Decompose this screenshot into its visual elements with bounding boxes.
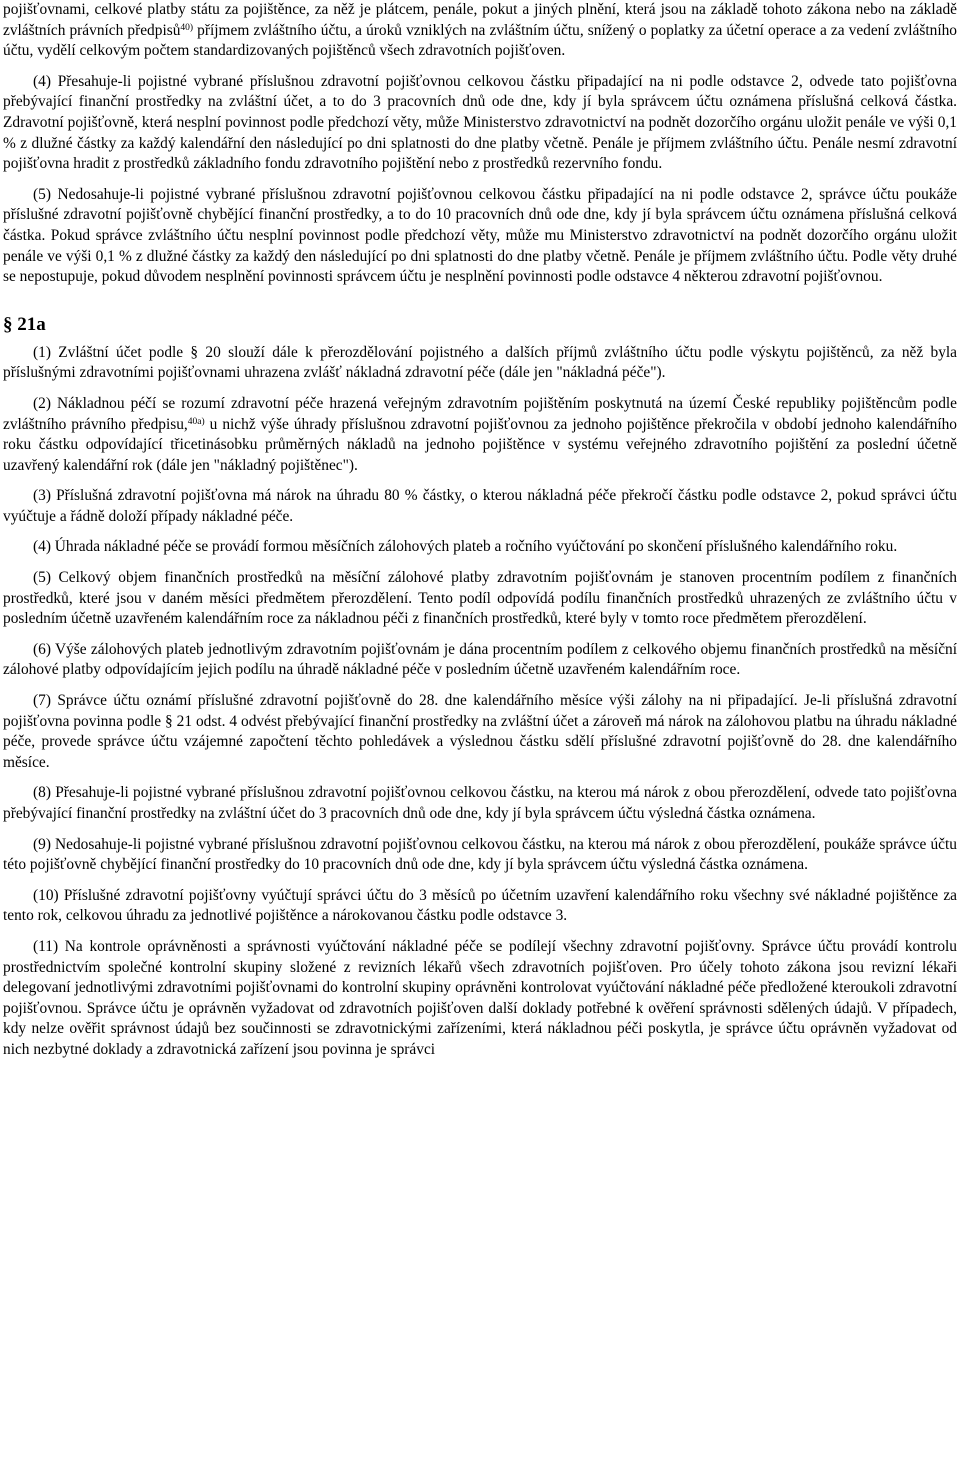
section-21a-paragraph-6: (6) Výše zálohových plateb jednotlivým zdravotním pojišťovnám je dána procentním podílem z celkového objemu finančních prostředků na měsíční zálohové platby odpovídajícím jejich podílu na úhradě nákladné péče v posledním účetně uzavřeném kalendářním roce. bbox=[3, 640, 957, 679]
paragraph-text: pojišťovnami, celkové platby státu za pojištěnce, za něž je plátcem, penále, pokut a jiných plnění, která jsou na základě tohoto zákona nebo na základě zvláštních právních předpisů bbox=[3, 1, 957, 39]
section-21a-paragraph-1: (1) Zvláštní účet podle § 20 slouží dále k přerozdělování pojistného a dalších příjmů zvláštního účtu podle výskytu pojištěnců, za něž byla příslušnými zdravotními pojišťovnami uhrazena zvlášť nákladná zdravotní péče (dále jen "nákladná péče"). bbox=[3, 343, 957, 382]
footnote-ref[interactable]: 40a) bbox=[187, 416, 205, 427]
section-21a-paragraph-5: (5) Celkový objem finančních prostředků na měsíční zálohové platby zdravotním pojišťovnám je stanoven procentním podílem z finančních prostředků, které jsou v daném měsíci předmětem přerozdělení. Tento podíl odpovídá podílu finančních prostředků uhrazených ze zvláštního účtu v posledním účetně uzavřeném kalendářním roce za nákladnou péči z finančních prostředků, které byly v tomto roce předmětem přerozdělení. bbox=[3, 569, 957, 628]
section-21a-paragraph-3: (3) Příslušná zdravotní pojišťovna má nárok na úhradu 80 % částky, o kterou nákladná péče překročí částku podle odstavce 2, pokud správci účtu vyúčtuje a řádně doloží případy nákladné péče. bbox=[3, 487, 957, 525]
section-21a-paragraph-11: (11) Na kontrole oprávněnosti a správnosti vyúčtování nákladné péče se podílejí všechny zdravotní pojišťovny. Správce účtu provádí kontrolu prostřednictvím společné kontrolní skupiny složené z revizních lékařů všech zdravotních pojišťoven. Pro účely tohoto zákona jsou revizní lékaři delegovaní jednotlivými zdravotními pojišťovnami do kontrolní skupiny oprávněni kontrolovat vyúčtování nákladné péče předložené kteroukoli zdravotní pojišťovnou. Správce účtu je oprávněn vyžadovat od zdravotních pojišťoven další doklady potřebné k ověření správnosti sdělených údajů. V případech, kdy nelze ověřit správnost údajů bez součinnosti se zdravotnickými zařízeními, která nákladnou péči poskytla, je správce účtu oprávněn vyžadovat od nich nezbytné doklady a zdravotnická zařízení jsou povinna je správci bbox=[3, 937, 957, 1058]
section-21a-paragraph-2 bbox=[3, 394, 957, 476]
paragraph-continued bbox=[3, 0, 957, 62]
footnote-ref[interactable]: 40) bbox=[180, 22, 194, 33]
paragraph-5: (5) Nedosahuje-li pojistné vybrané příslušnou zdravotní pojišťovnou celkovou částku připadající na ni podle odstavce 2, správce účtu poukáže příslušné zdravotní pojišťovně chybějící finanční prostředky, a to do 10 pracovních dnů ode dne, kdy jí byla správcem účtu oznámena příslušná celková částka. Pokud správce zvláštního účtu nesplní povinnost podle předchozí věty, může mu Ministerstvo zdravotnictví na podnět dozorčího orgánu uložit penále ve výši 0,1 % z dlužné částky za každý den následující po dni splatnosti do dne platby včetně. Penále je příjmem zvláštního účtu. Podle věty druhé se nepostupuje, pokud důvodem nesplnění povinnosti správcem účtu je nesplnění povinnosti podle odstavce 4 některou zdravotní pojišťovnou. bbox=[3, 185, 957, 286]
paragraph-text: u nichž výše úhrady příslušnou zdravotní pojišťovnou za jednoho pojištěnce překročila v období jednoho kalendářního roku částku odpovídající třicetinásobku průměrných nákladů na jednoho pojištěnce v systému veřejného zdravotního pojištění za poslední účetně uzavřený kalendářní rok (dále jen "nákladný pojištěnec"). bbox=[3, 415, 957, 474]
paragraph-text: (2) Nákladnou péčí se rozumí zdravotní péče hrazená veřejným zdravotním pojištěním poskytnutá na území České republiky pojištěncům podle zvláštního právního předpisu, bbox=[3, 394, 957, 433]
paragraph-4: (4) Přesahuje-li pojistné vybrané příslušnou zdravotní pojišťovnou celkovou částku připadající na ni podle odstavce 2, odvede tato pojišťovna přebývající finanční prostředky na zvláštní účet, a to do 3 pracovních dnů ode dne, kdy jí byla správcem účtu oznámena příslušná celková částka. Zdravotní pojišťovně, která nesplní povinnost podle předchozí věty, může Ministerstvo zdravotnictví na podnět dozorčího orgánu uložit penále ve výši 0,1 % z dlužné částky za každý kalendářní den následující po dni splatnosti do dne platby včetně. Penále je příjmem zvláštního účtu. Penále nesmí zdravotní pojišťovna hradit z prostředků základního fondu zdravotního pojištění nebo z prostředků rezervního fondu. bbox=[3, 72, 957, 173]
section-21a-paragraph-4: (4) Úhrada nákladné péče se provádí formou měsíčních zálohových plateb a ročního vyúčtování po skončení příslušného kalendářního roku. bbox=[33, 538, 898, 556]
paragraph-text: příjmem zvláštního účtu, a úroků vzniklých na zvláštním účtu, snížený o poplatky za účetní operace a za vedení zvláštního účtu, vydělí celkovým počtem standardizovaných pojištěnců všech zdravotních pojišťoven. bbox=[3, 21, 957, 60]
section-21a-paragraph-9: (9) Nedosahuje-li pojistné vybrané příslušnou zdravotní pojišťovnou celkovou částku, na kterou má nárok z obou přerozdělení, poukáže správce účtu této pojišťovně chybějící finanční prostředky do 10 pracovních dnů ode dne, kdy jí byla správcem účtu výsledná částka oznámena. bbox=[3, 835, 957, 874]
section-21a-paragraph-7: (7) Správce účtu oznámí příslušné zdravotní pojišťovně do 28. dne kalendářního měsíce výši zálohy na ni připadající. Je-li příslušná zdravotní pojišťovna povinna podle § 21 odst. 4 odvést přebývající finanční prostředky na zvláštní účet a zároveň má nárok na zálohovou platbu na úhradu nákladné péče, provede správce účtu vzájemné započtení těchto pohledávek a výslednou částku sdělí příslušné zdravotní pojišťovně do 28. dne kalendářního měsíce. bbox=[3, 692, 957, 771]
section-21a-paragraph-8: (8) Přesahuje-li pojistné vybrané příslušnou zdravotní pojišťovnou celkovou částku, na kterou má nárok z obou přerozdělení, odvede tato pojišťovna přebývající finanční prostředky na zvláštní účet do 3 pracovních dnů ode dne, kdy jí byla správcem účtu výsledná částka oznámena. bbox=[3, 784, 957, 822]
section-21a-paragraph-10: (10) Příslušné zdravotní pojišťovny vyúčtují správci účtu do 3 měsíců po účetním uzavření kalendářního roku všechny své nákladné pojištěnce za tento rok, celkovou úhradu za jednotlivé pojištěnce a nárokovanou částku podle odstavce 3. bbox=[3, 886, 957, 925]
section-heading-21a: § 21a bbox=[3, 313, 46, 335]
